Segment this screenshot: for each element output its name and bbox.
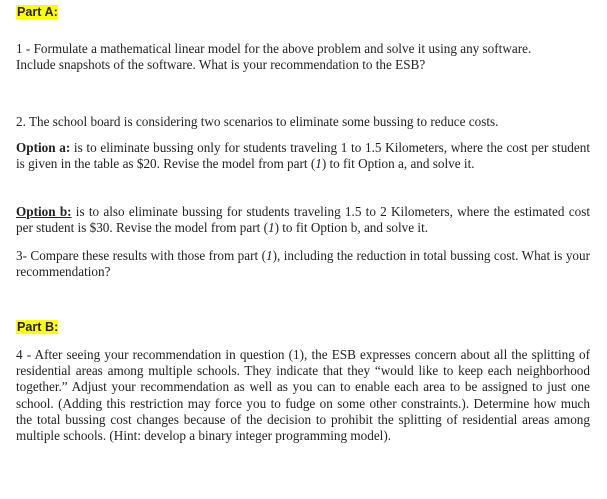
option-b-text-end: ) to fit Option b, and solve it. <box>274 220 429 236</box>
question-4 <box>16 347 590 444</box>
option-b-label: Option b: <box>16 204 72 219</box>
option-a-label: Option a: <box>16 140 71 155</box>
question-1-line-2: Include snapshots of the software. What is your recommendation to the ESB? <box>16 57 426 73</box>
question-3-text: 3- Compare these results with those from part ( <box>16 248 266 263</box>
question-3-ref: 1 <box>266 248 273 263</box>
option-a-text: is to eliminate bussing only for students traveling 1 to 1.5 Kilometers, where the cost per student is given in the table as $20. Revise the model from part ( <box>16 140 590 172</box>
question-2-intro-text: 2. The school board is considering two scenarios to eliminate some bussing to reduce costs. <box>16 114 499 129</box>
option-b-text: is to also eliminate bussing for students traveling 1.5 to 2 Kilometers, where the estimated cost per student is $30. Revise the model from part ( <box>16 204 590 236</box>
option-b-ref: 1 <box>267 220 275 236</box>
option-b-paragraph <box>16 204 590 236</box>
part-b-heading: Part B: <box>17 320 59 334</box>
question-1 <box>16 41 590 73</box>
option-a-text-end: ) to fit Option a, and solve it. <box>321 156 475 172</box>
part-a-heading: Part A: <box>17 5 58 19</box>
option-a-ref: 1 <box>315 156 322 172</box>
part-b-heading-block <box>16 319 590 335</box>
question-4-text: 4 - After seeing your recommendation in question (1), the ESB expresses concern about all the splitting of residential areas among multiple schools. They indicate that they “would like to keep each neighborhood together.” Adjust your recommendation as well as you can to enable each area to be assigned to just one school. (Adding this restriction may force you to fudge on some other constraints.). Determine how much the total bussing cost changes because of the decision to prohibit the splitting of residential areas among multiple schools. (Hint: develop a binary integer programming model). <box>16 347 590 444</box>
question-2-intro <box>16 114 590 130</box>
part-a-heading-block <box>16 4 590 20</box>
option-a-paragraph <box>16 140 590 172</box>
question-1-line-1: 1 - Formulate a mathematical linear model for the above problem and solve it using any software. <box>16 41 532 56</box>
question-3 <box>16 248 590 280</box>
question-3-text-end: ), including the reduction in total bussing cost. What is your recommendation? <box>16 248 590 280</box>
